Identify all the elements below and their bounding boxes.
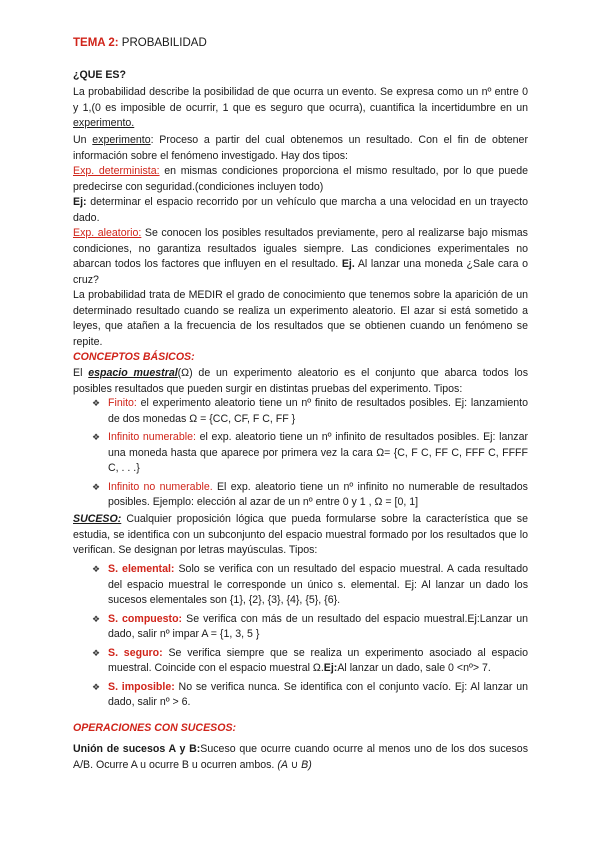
item-term: S. elemental: (108, 563, 175, 575)
paragraph-medir: La probabilidad trata de MEDIR el grado de conocimiento que tenemos sobre la aparición de un determinado resultado cuando se realiza un experimento aleatorio. El azar si está sometido a leyes, que atañen a la frecuencia de los resultados que se obtienen cuando un fenómeno se repite. (73, 289, 528, 348)
union-text: Suceso que ocurre cuando ocurre al menos uno de los dos sucesos A/B. Ocurre A u ocurre B u ocurren ambos. (73, 743, 528, 771)
list-item (92, 480, 528, 511)
union-term: Unión de sucesos A y B: (73, 743, 201, 755)
paragraph-aleatorio (73, 226, 528, 288)
page-title (73, 36, 528, 52)
aleatorio-term: Exp. aleatorio: (73, 227, 142, 239)
item-text: Se verifica siempre que se realiza un experimento asociado al espacio muestral. Coincide con el espacio muestral Ω. (108, 646, 528, 674)
aleatorio-example: Al lanzar una moneda ¿Sale cara o cruz? (73, 258, 528, 286)
title-prefix: TEMA 2: (73, 37, 119, 49)
item-term: S. compuesto: (108, 612, 183, 625)
item-term: S. imposible: (108, 680, 175, 693)
ej-label: Ej. (341, 258, 355, 270)
paragraph-definition-text: La probabilidad describe la posibilidad de que ocurra un evento. Se expresa como un nº entre 0 y 1,(0 es imposible de ocurrir, 1 que es seguro que ocurra), cuantifica la incertidumbre en un (73, 86, 528, 114)
title-text: PROBABILIDAD (121, 37, 207, 49)
item-text: el exp. aleatorio tiene un nº infinito de resultados posibles. Ej: lanzar una moneda hasta que aparece por primera vez la cara Ω= {C, F C, FF C, FFF C, FFFF C, . . .} (108, 431, 529, 474)
diamond-bullet-icon: ❖ (92, 481, 101, 492)
item-term: Infinito numerable: (108, 431, 196, 443)
aleatorio-text: Se conocen los posibles resultados previamente, pero al realizarse bajo mismas condiciones, no garantiza resultados iguales siempre. Las condiciones experimentales no abarcan todos los factores que influyen en el resultado. (73, 227, 528, 270)
experimento-text: : Proceso a partir del cual obtenemos un resultado. Con el fin de obtener información sobre el fenómeno investigado. Hay dos tipos: (73, 134, 528, 162)
item-text: Se verifica con más de un resultado del espacio muestral.Ej:Lanzar un dado, salir nº impar A = {1, 3, 5 } (108, 612, 528, 640)
list-item (92, 430, 529, 477)
suceso-term: SUCESO: (73, 513, 122, 525)
list-suceso-tipos (92, 562, 528, 711)
determinista-text: en mismas condiciones proporciona el mismo resultado, por lo que puede predecirse con seguridad.(condiciones incluyen todo) (73, 165, 528, 193)
item-text: Solo se verifica con un resultado del espacio muestral. A cada resultado del espacio muestral le corresponde un único s. elemental. Ej: Al lanzar un dado los sucesos elementales son {1}, {2}, {3}, {4}, {5}, {6}. (108, 563, 528, 606)
ejemplo-determinista-text: determinar el espacio recorrido por un vehículo que marcha a una velocidad en un trayecto dado. (73, 196, 528, 224)
item-term: Finito: (108, 397, 137, 409)
list-item (92, 612, 528, 643)
determinista-term: Exp. determinista: (73, 165, 160, 177)
item-term: S. seguro: (108, 646, 163, 659)
section-heading-que-es: ¿QUE ES? (73, 69, 126, 81)
list-item (92, 680, 528, 711)
list-item (92, 646, 528, 677)
experimento-link: experimento. (73, 117, 135, 129)
paragraph-ejemplo-determinista (73, 195, 528, 226)
list-item (92, 562, 528, 609)
experimento-term: experimento (92, 134, 151, 146)
union-formula: (A ∪ B) (277, 758, 312, 771)
experimento-lead: Un (73, 134, 87, 146)
diamond-bullet-icon: ❖ (92, 647, 101, 658)
item-text: el experimento aleatorio tiene un nº finito de resultados posibles. Ej: lanzamiento de dos monedas Ω = {CC, CF, F C, FF } (108, 397, 528, 425)
diamond-bullet-icon: ❖ (92, 681, 101, 692)
section-heading-conceptos: CONCEPTOS BÁSICOS: (73, 351, 195, 363)
ej-label: Ej: (323, 662, 338, 674)
paragraph-experimento (73, 133, 528, 164)
item-term: Infinito no numerable. (108, 480, 213, 493)
paragraph-definition (73, 85, 528, 132)
item-text: No se verifica nunca. Se identifica con el conjunto vacío. Ej: Al lanzar un dado, salir nº > 6. (108, 680, 528, 708)
list-espacio-tipos (92, 396, 529, 511)
list-item (92, 396, 528, 427)
section-heading-operaciones: OPERACIONES CON SUCESOS: (73, 722, 237, 734)
paragraph-determinista (73, 164, 528, 195)
ej-label: Ej: (73, 196, 87, 208)
espacio-muestral-term: espacio muestral (88, 367, 178, 379)
diamond-bullet-icon: ❖ (92, 432, 101, 442)
espacio-lead: El (73, 367, 83, 379)
paragraph-union (73, 742, 528, 773)
paragraph-espacio-muestral (73, 366, 528, 397)
item-text: El exp. aleatorio tiene un nº infinito no numerable de resultados posibles. Ejemplo: elección al azar de un nº entre 0 y 1 , Ω = [0, 1] (108, 480, 528, 508)
suceso-text: Cualquier proposición lógica que pueda formularse sobre la característica que se estudia, se identifica con un subconjunto del espacio muestral formado por los resultados que lo verifican. Se designan por letras mayúsculas. Tipos: (73, 513, 528, 556)
diamond-bullet-icon: ❖ (92, 564, 101, 574)
diamond-bullet-icon: ❖ (92, 398, 101, 408)
item-example: Al lanzar un dado, sale 0 <nº> 7. (337, 662, 491, 674)
espacio-muestral-text: (Ω) de un experimento aleatorio es el conjunto que abarca todos los posibles resultados que pueden surgir en distintas pruebas del experimento. Tipos: (73, 367, 528, 395)
diamond-bullet-icon: ❖ (92, 613, 101, 624)
paragraph-suceso (73, 512, 528, 559)
